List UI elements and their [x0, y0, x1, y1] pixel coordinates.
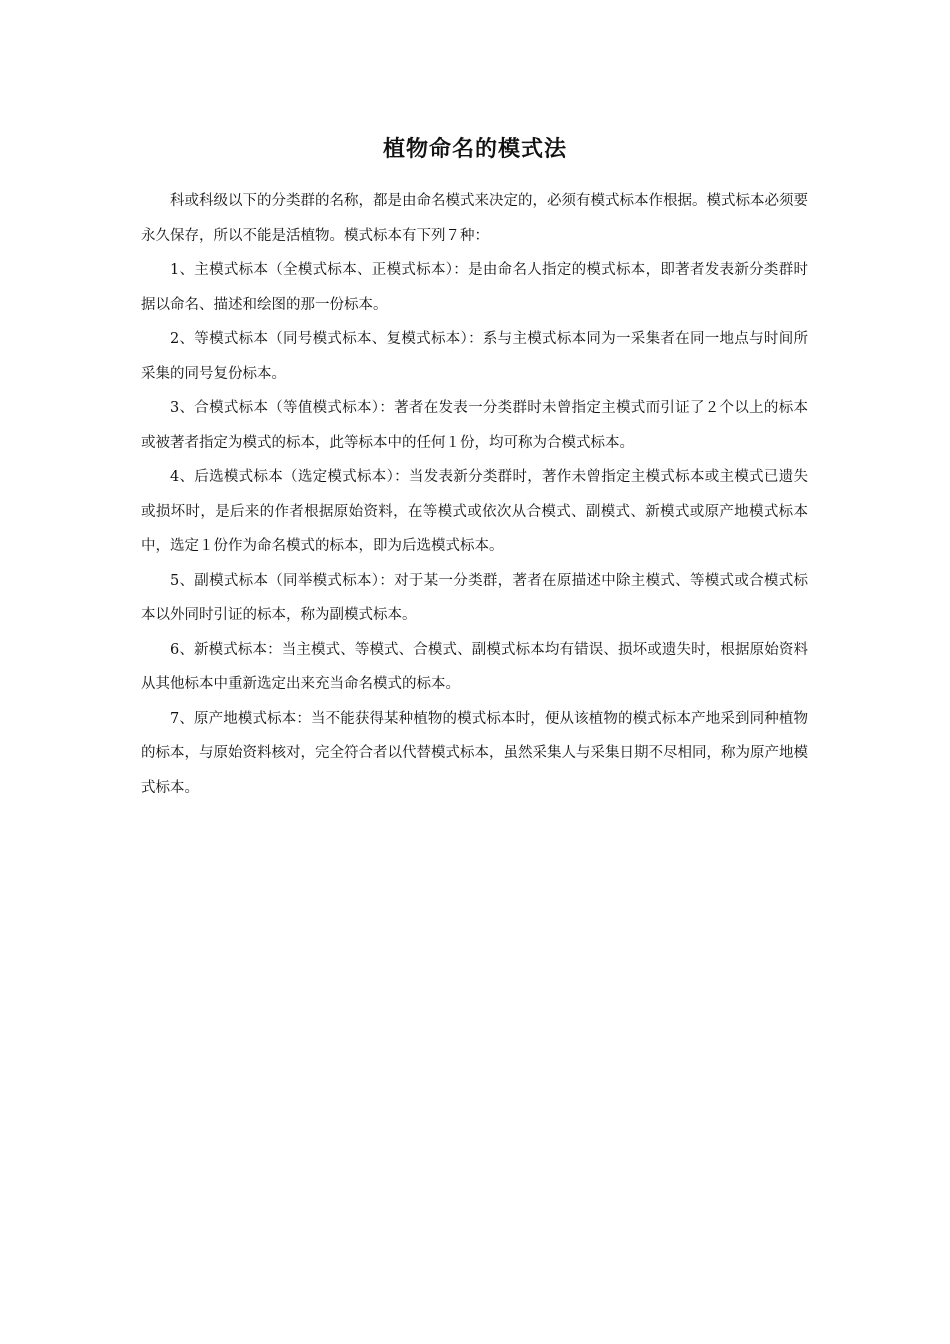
paragraph-intro: 科或科级以下的分类群的名称，都是由命名模式来决定的，必须有模式标本作根据。模式标本必须要永久保存，所以不能是活植物。模式标本有下列７种：: [141, 193, 808, 244]
paragraph-isotype: 2、等模式标本（同号模式标本、复模式标本）：系与主模式标本同为一采集者在同一地点与时间所采集的同号复份标本。: [141, 331, 808, 382]
paragraph-lectotype: 4、后选模式标本（选定模式标本）：当发表新分类群时，著作未曾指定主模式标本或主模式已遗失或损坏时，是后来的作者根据原始资料，在等模式或依次从合模式、副模式、新模式或原产地模式标本中，选定１份作为命名模式的标本，即为后选模式标本。: [141, 469, 808, 554]
paragraph-paratype: 5、副模式标本（同举模式标本）：对于某一分类群，著者在原描述中除主模式、等模式或合模式标本以外同时引证的标本，称为副模式标本。: [141, 572, 808, 623]
document-body: [141, 184, 808, 805]
paragraph-syntype: 3、合模式标本（等值模式标本）：著者在发表一分类群时未曾指定主模式而引证了２个以上的标本或被著者指定为模式的标本，此等标本中的任何１份，均可称为合模式标本。: [141, 400, 808, 451]
document-title: 植物命名的模式法: [382, 137, 567, 162]
paragraph-topotype: 7、原产地模式标本：当不能获得某种植物的模式标本时，便从该植物的模式标本产地采到同种植物的标本，与原始资料核对，完全符合者以代替模式标本，虽然采集人与采集日期不尽相同，称为原产地模式标本。: [141, 710, 808, 796]
paragraph-holotype: 1、主模式标本（全模式标本、正模式标本）：是由命名人指定的模式标本，即著者发表新分类群时据以命名、描述和绘图的那一份标本。: [141, 262, 808, 313]
paragraph-neotype: 6、新模式标本：当主模式、等模式、合模式、副模式标本均有错误、损坏或遗失时，根据原始资料从其他标本中重新选定出来充当命名模式的标本。: [141, 641, 808, 692]
